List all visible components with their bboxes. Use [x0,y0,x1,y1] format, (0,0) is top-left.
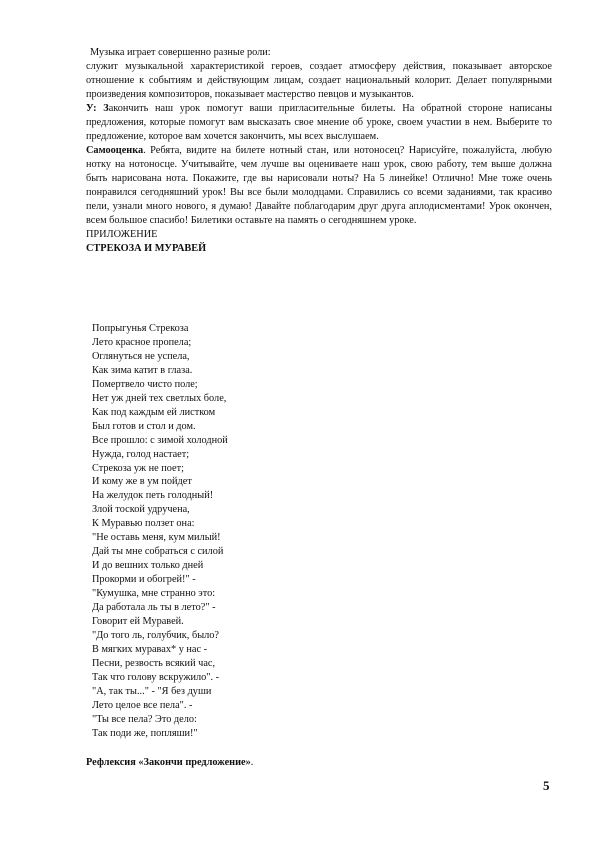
self-assessment-text: . Ребята, видите на билете нотный стан, или нотоносец? Нарисуйте, пожалуйста, любую нотку на нотоносце. Учитывайте, чем лучше вы оцениваете наш урок, свою работу, тем выше должна быть нарисована нота. Покажите, где вы нарисовали ноты? На 5 линейке! Отлично! Мне тоже очень понравился сегодняшний урок! Вы все были молодцами. Справились со всеми заданиями, так красиво пели, узнали много нового, я думаю! Давайте поблагодарим друг друга аплодисментами! Урок окончен, всем большое спасибо! Билетики оставьте на память о сегодняшнем уроке. [86,145,552,226]
reflection-end: . [250,757,254,768]
intro-section [86,46,552,256]
self-assessment-label: Самооценка [86,145,144,156]
teacher-text: акончить наш урок помогут ваши пригласительные билеты. На обратной стороне написаны предложения, которые помогут вам высказать свое мнение об уроке, своем участии в нем. Выберите то предложение, которое вам хочется закончить, мы всех выслушаем. [86,103,552,142]
poem-line: Прокорми и обогрей!" - [92,574,196,586]
poem-line: "До того ль, голубчик, было? [92,629,219,641]
poem-line: Был готов и стол и дом. [92,420,196,432]
poem-line: Песни, резвость всякий час, [92,657,216,669]
poem-line: Нет уж дней тех светлых боле, [92,392,227,404]
appendix-heading: ПРИЛОЖЕНИЕ [86,229,158,240]
teacher-paragraph [86,102,552,144]
poem-line: Нужда, голод настает; [92,448,190,460]
poem-line: Все прошло: с зимой холодной [92,434,228,446]
self-assessment-paragraph [86,144,552,228]
poem-line: Да работала ль ты в лето?" - [92,602,216,614]
reflection-label: Рефлексия «Закончи предложение» [86,757,251,768]
poem-line: На желудок петь голодный! [92,490,214,502]
intro-line: Музыка играет совершенно разные роли: [90,47,271,58]
music-roles-paragraph: служит музыкальной характеристикой героев, создает атмосферу действия, показывает авторское отношение к событиям и действующим лицам, создает национальный колорит. Делает популярными произведения композиторов, показывает мастерство певцов и музыкантов. [86,61,552,100]
fable-poem [92,322,228,741]
poem-line: К Муравью ползет она: [92,518,195,530]
poem-line: Лето целое все пела". - [92,699,193,711]
poem-line: Помертвело чисто поле; [92,378,198,390]
page-number: 5 [543,778,550,793]
poem-line: "А, так ты..." - "Я без души [92,685,212,697]
poem-line: В мягких муравах* у нас - [92,643,208,655]
poem-line: Злой тоской удручена, [92,504,190,516]
poem-line: Оглянуться не успела, [92,350,190,362]
fable-title: СТРЕКОЗА И МУРАВЕЙ [86,243,207,254]
poem-line: Как зима катит в глаза. [92,364,193,376]
poem-line: Стрекоза уж не поет; [92,462,184,474]
reflection-line [86,756,253,770]
poem-line: Попрыгунья Стрекоза [92,323,189,334]
poem-line: Дай ты мне собраться с силой [92,546,224,558]
poem-line: Как под каждым ей листком [92,406,216,418]
poem-line: "Ты все пела? Это дело: [92,713,197,725]
poem-line: "Кумушка, мне странно это: [92,588,216,600]
poem-line: Так что голову вскружило". - [92,671,220,683]
teacher-label: У: З [86,103,109,114]
poem-line: Лето красное пропела; [92,336,192,348]
poem-line: Говорит ей Муравей. [92,616,184,628]
poem-line: Так поди же, попляши!" [92,727,198,739]
poem-line: И до вешних только дней [92,560,204,572]
poem-line: И кому же в ум пойдет [92,476,192,488]
poem-line: "Не оставь меня, кум милый! [92,532,221,544]
